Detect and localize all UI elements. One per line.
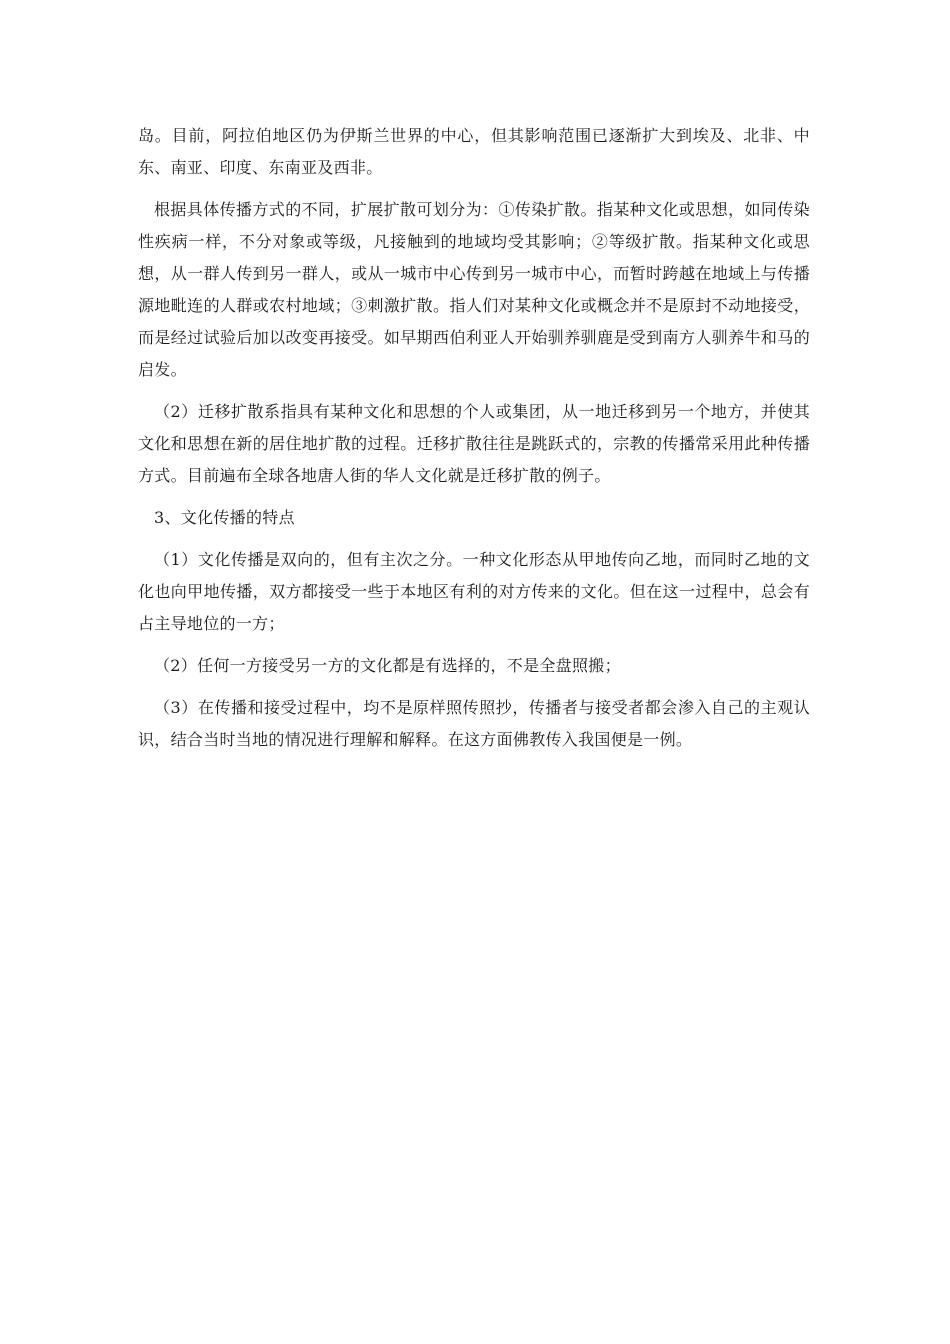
paragraph-expansion-diffusion: 根据具体传播方式的不同，扩展扩散可划分为：①传染扩散。指某种文化或思想，如同传染性疾病一样，不分对象或等级，凡接触到的地域均受其影响；②等级扩散。指某种文化或思想，从一群人传到另一群人，或从一城市中心传到另一城市中心，而暂时跨越在地域上与传播源地毗连的人群或农村地域；③刺激扩散。指人们对某种文化或概念并不是原封不动地接受，而是经过试验后加以改变再接受。如早期西伯利亚人开始驯养驯鹿是受到南方人驯养牛和马的启发。 [138,200,810,379]
paragraph-characteristic-2: （2）任何一方接受另一方的文化都是有选择的，不是全盘照搬； [154,656,621,675]
paragraph-characteristic-1: （1）文化传播是双向的，但有主次之分。一种文化形态从甲地传向乙地，而同时乙地的文化也向甲地传播，双方都接受一些于本地区有利的对方传来的文化。但在这一过程中，总会有占主导地位的一方； [138,550,810,633]
document-page [138,120,810,766]
paragraph-characteristic-3: （3）在传播和接受过程中，均不是原样照传照抄，传播者与接受者都会渗入自己的主观认识，结合当时当地的情况进行理解和解释。在这方面佛教传入我国便是一例。 [138,698,810,749]
paragraph-migration-diffusion: （2）迁移扩散系指具有某种文化和思想的个人或集团，从一地迁移到另一个地方，并使其文化和思想在新的居住地扩散的过程。迁移扩散往往是跳跃式的，宗教的传播常采用此种传播方式。目前遍布全球各地唐人街的华人文化就是迁移扩散的例子。 [138,402,810,485]
section-heading-characteristics: 3、文化传播的特点 [154,508,295,527]
paragraph-islam-spread: 岛。目前，阿拉伯地区仍为伊斯兰世界的中心，但其影响范围已逐渐扩大到埃及、北非、中东、南亚、印度、东南亚及西非。 [138,126,810,177]
